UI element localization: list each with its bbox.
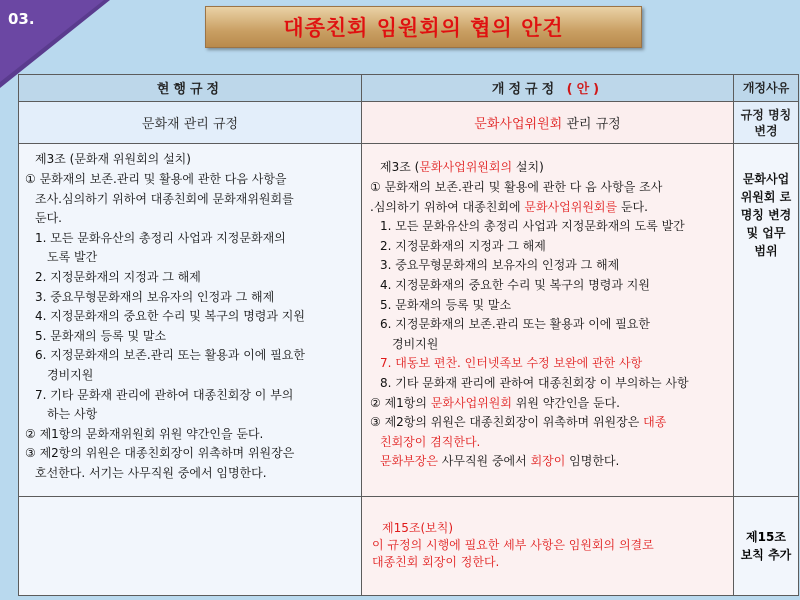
current-line: 경비지원: [47, 367, 94, 382]
proposed-text: 설치): [512, 160, 544, 175]
header-proposed-draft: (안): [566, 82, 604, 98]
reason-title-change: [734, 101, 799, 143]
proposed-line: [370, 413, 727, 433]
current-line: 호선한다. 서기는 사무직원 중에서 임명한다.: [35, 465, 267, 480]
proposed-article15-line: 이 규정의 시행에 필요한 세부 사항은 임원회의 의결로: [372, 538, 654, 553]
proposed-text: ② 제1항의: [370, 395, 431, 410]
current-line: 7. 기타 문화재 관리에 관하여 대종친회장 이 부의: [35, 387, 294, 402]
current-line: 6. 지정문화재의 보존.관리 또는 활용과 이에 필요한: [35, 348, 305, 363]
proposed-text-red: 대종: [643, 415, 667, 430]
header-proposed-text: 개정규정: [491, 82, 559, 98]
proposed-text-red: 문화사업위원회를: [524, 199, 618, 214]
reason-title-line2: 변경: [754, 123, 778, 138]
current-line: 도록 발간: [47, 250, 98, 265]
proposed-title-rest: 관리 규정: [562, 117, 621, 133]
proposed-title-red: 문화사업위원회: [474, 117, 563, 133]
proposed-line: [370, 198, 727, 218]
page-title: 대종친회 임원회의 협의 안건: [205, 6, 642, 48]
proposed-line: [370, 394, 727, 414]
proposed-text: .심의하기 위하여 대종친회에: [370, 199, 525, 214]
proposed-line: 6. 지정문화재의 보존.관리 또는 활용과 이에 필요한: [380, 317, 650, 332]
proposed-text: ③ 제2항의 위원은 대종친회장이 위촉하며 위원장은: [370, 415, 644, 430]
reason-article15-line1: 제15조: [746, 529, 786, 544]
reason-article15-line2: 보칙 추가: [740, 547, 792, 562]
proposed-text: 임명한다.: [565, 454, 620, 469]
header-row: [19, 75, 799, 102]
comparison-table: [18, 74, 799, 596]
proposed-line: [370, 452, 727, 472]
reason-article15-cell: [734, 496, 799, 595]
proposed-line: 2. 지정문화재의 지정과 그 해제: [380, 238, 546, 253]
reason-article3-cell: [734, 144, 799, 496]
current-line: 둔다.: [35, 211, 62, 226]
current-line: 조사.심의하기 위하여 대종친회에 문화재위원회를: [35, 191, 294, 206]
current-article3-text: [19, 144, 361, 483]
proposed-regulation-title: [362, 101, 734, 143]
article15-row: [19, 496, 799, 595]
proposed-text: 둔다.: [617, 199, 648, 214]
proposed-text-red: 회장이: [530, 454, 566, 469]
current-regulation-title: 문화재 관리 규정: [19, 101, 362, 143]
proposed-line: [370, 158, 727, 178]
current-line: ③ 제2항의 위원은 대종친회장이 위촉하며 위원장은: [25, 446, 295, 461]
current-line: 1. 모든 문화유산의 총정리 사업과 지정문화재의: [35, 230, 286, 245]
proposed-line: ① 문화재의 보존.관리 및 활용에 관한 다 음 사항을 조사: [370, 179, 663, 194]
reason-line: 범위: [754, 244, 778, 259]
reason-title-line1: 규정 명칭: [740, 107, 792, 122]
reason-line: 명칭 변경: [740, 208, 792, 223]
current-line: ② 제1항의 문화재위원회 위원 약간인을 둔다.: [25, 426, 264, 441]
proposed-line: 1. 모든 문화유산의 총정리 사업과 지정문화재의 도록 발간: [380, 219, 685, 234]
proposed-line: 8. 기타 문화재 관리에 관하여 대종친회장 이 부의하는 사항: [380, 375, 689, 390]
proposed-article15-line: 대종친회 회장이 정한다.: [372, 555, 500, 570]
proposed-article15-line: 제15조(보칙): [382, 521, 454, 536]
current-line: 제3조 (문화재 위원회의 설치): [35, 152, 191, 167]
current-line: 하는 사항: [47, 407, 98, 422]
reason-line: 문화사업: [742, 172, 790, 187]
proposed-text: 사무직원 중에서: [437, 454, 531, 469]
article3-row: [19, 144, 799, 496]
proposed-article3-cell: [362, 144, 734, 496]
proposed-text-red: 문화부장은: [380, 454, 438, 469]
proposed-text-red: 문화사업위원회의: [419, 160, 513, 175]
proposed-line-red: 친회장이 겸직한다.: [380, 434, 481, 449]
current-line: ① 문화재의 보존.관리 및 활용에 관한 다음 사항을: [25, 171, 287, 186]
reason-article3-text: [734, 144, 798, 260]
header-reason: 개정사유: [734, 75, 799, 102]
current-article3-cell: [19, 144, 362, 496]
slide-number: 03.: [8, 10, 35, 28]
proposed-text-red: 문화사업위원회: [430, 395, 512, 410]
proposed-line-red: 7. 대동보 편찬. 인터넷족보 수정 보완에 관한 사항: [380, 356, 643, 371]
current-line: 5. 문화재의 등록 및 말소: [35, 328, 167, 343]
proposed-text: 위원 약간인을 둔다.: [511, 395, 620, 410]
proposed-article15-text: [362, 520, 733, 571]
header-current: 현행규정: [19, 75, 362, 102]
reason-line: 위원회 로: [740, 190, 792, 205]
proposed-article15-cell: [362, 496, 734, 595]
current-line: 3. 중요무형문화재의 보유자의 인정과 그 해제: [35, 289, 275, 304]
reason-line: 및 업무: [746, 226, 786, 241]
proposed-line: 5. 문화재의 등록 및 말소: [380, 297, 512, 312]
proposed-article3-text: [362, 144, 733, 472]
header-proposed: [362, 75, 734, 102]
title-row: [19, 101, 799, 143]
proposed-line: 3. 중요무형문화재의 보유자의 인정과 그 해제: [380, 258, 620, 273]
current-line: 4. 지정문화재의 중요한 수리 및 복구의 명령과 지원: [35, 309, 305, 324]
proposed-line: 경비지원: [392, 336, 439, 351]
proposed-text: 제3조 (: [380, 160, 420, 175]
reason-article15-text: [734, 528, 798, 564]
current-line: 2. 지정문화재의 지정과 그 해제: [35, 269, 201, 284]
proposed-line: 4. 지정문화재의 중요한 수리 및 복구의 명령과 지원: [380, 277, 650, 292]
current-article15-cell: [19, 496, 362, 595]
